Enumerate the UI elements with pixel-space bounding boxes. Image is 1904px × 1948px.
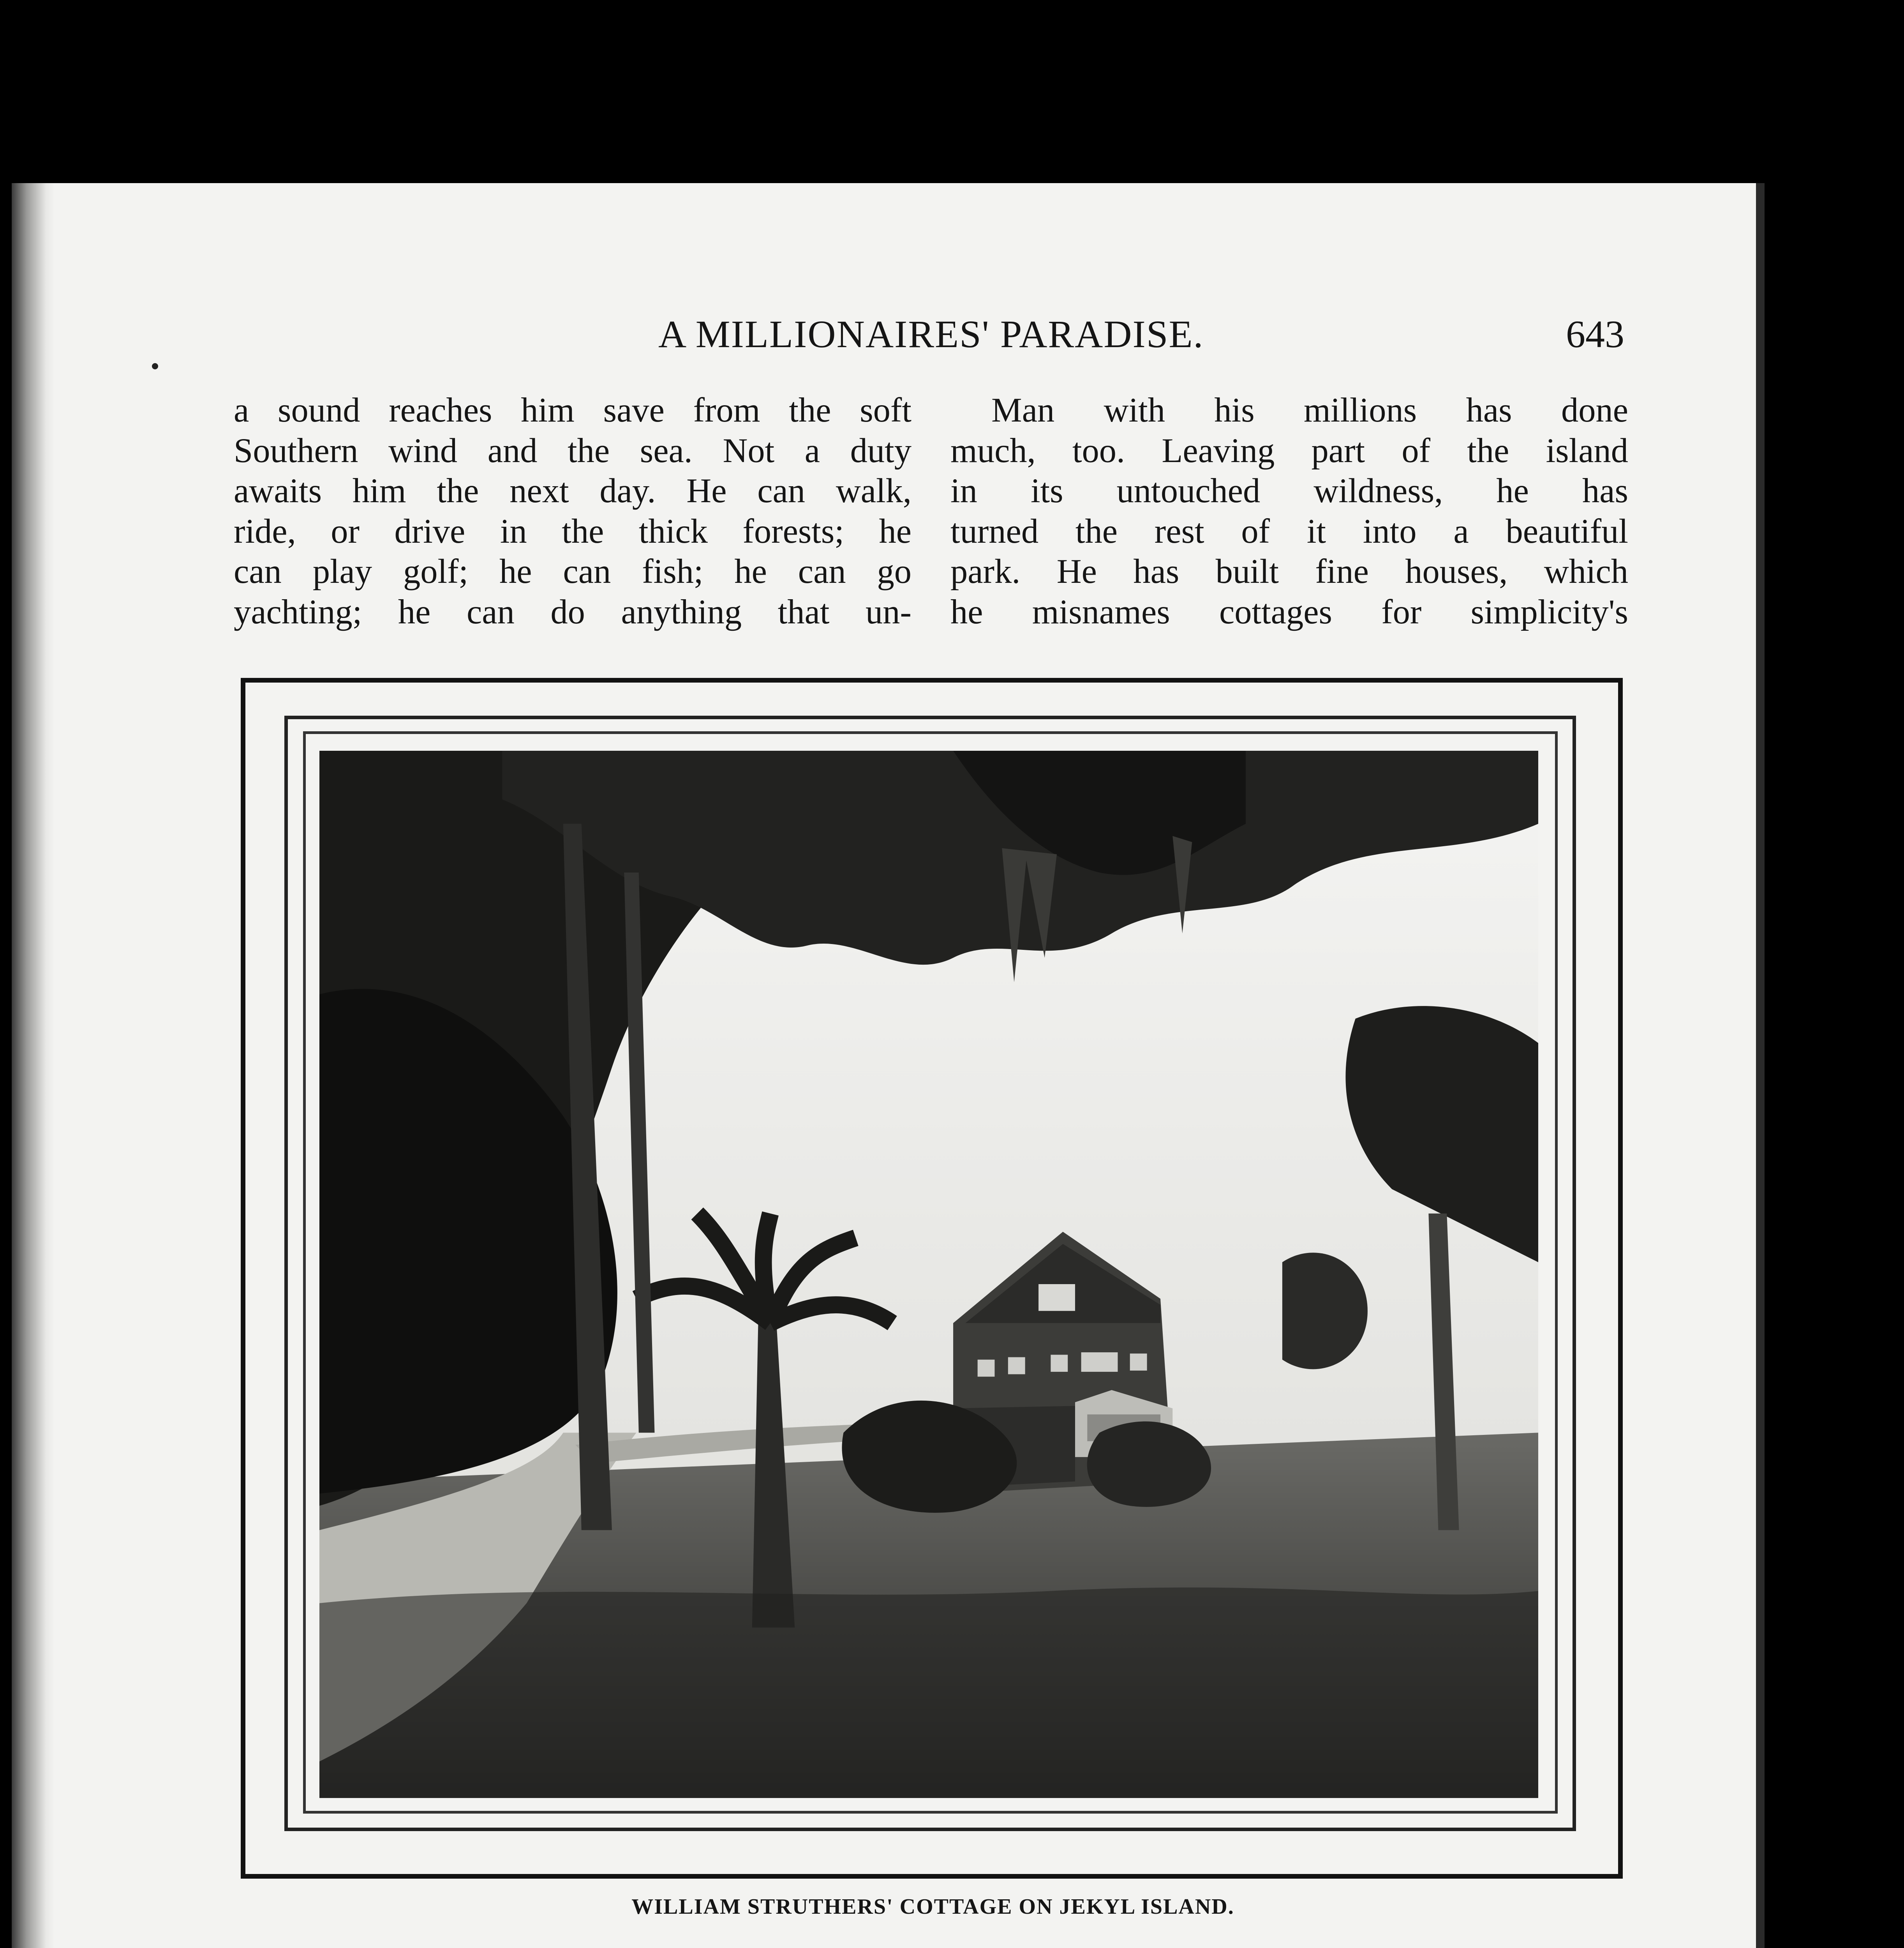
cottage-photograph-image <box>319 751 1538 1798</box>
text-line: awaits him the next day. He can walk, <box>234 472 911 510</box>
text-line: much, too. Leaving part of the island <box>950 431 1628 470</box>
text-line: in its untouched wildness, he has <box>950 472 1628 510</box>
text-line: a sound reaches him save from the soft <box>234 391 911 429</box>
text-column-top-left <box>234 390 911 632</box>
page-gutter-shadow <box>12 183 55 1948</box>
ink-speck <box>152 363 158 369</box>
text-line: turned the rest of it into a beautiful <box>950 512 1628 551</box>
text-line: yachting; he can do anything that un- <box>234 593 911 631</box>
text-line: he misnames cottages for simplicity's <box>950 593 1628 631</box>
text-line: ride, or drive in the thick forests; he <box>234 512 911 551</box>
text-line: Man with his millions has done <box>991 391 1628 429</box>
text-column-top-right <box>950 390 1628 632</box>
text-line: can play golf; he can fish; he can go <box>234 552 911 591</box>
page-number: 643 <box>1566 312 1624 356</box>
photo-caption: WILLIAM STRUTHERS' COTTAGE ON JEKYL ISLAND. <box>631 1895 1234 1919</box>
text-line: Southern wind and the sea. Not a duty <box>234 431 911 470</box>
text-line: park. He has built fine houses, which <box>950 552 1628 591</box>
cottage-photograph <box>319 751 1538 1798</box>
photo-frame <box>241 678 1623 1879</box>
running-head-title: A MILLIONAIRES' PARADISE. <box>658 312 1204 356</box>
